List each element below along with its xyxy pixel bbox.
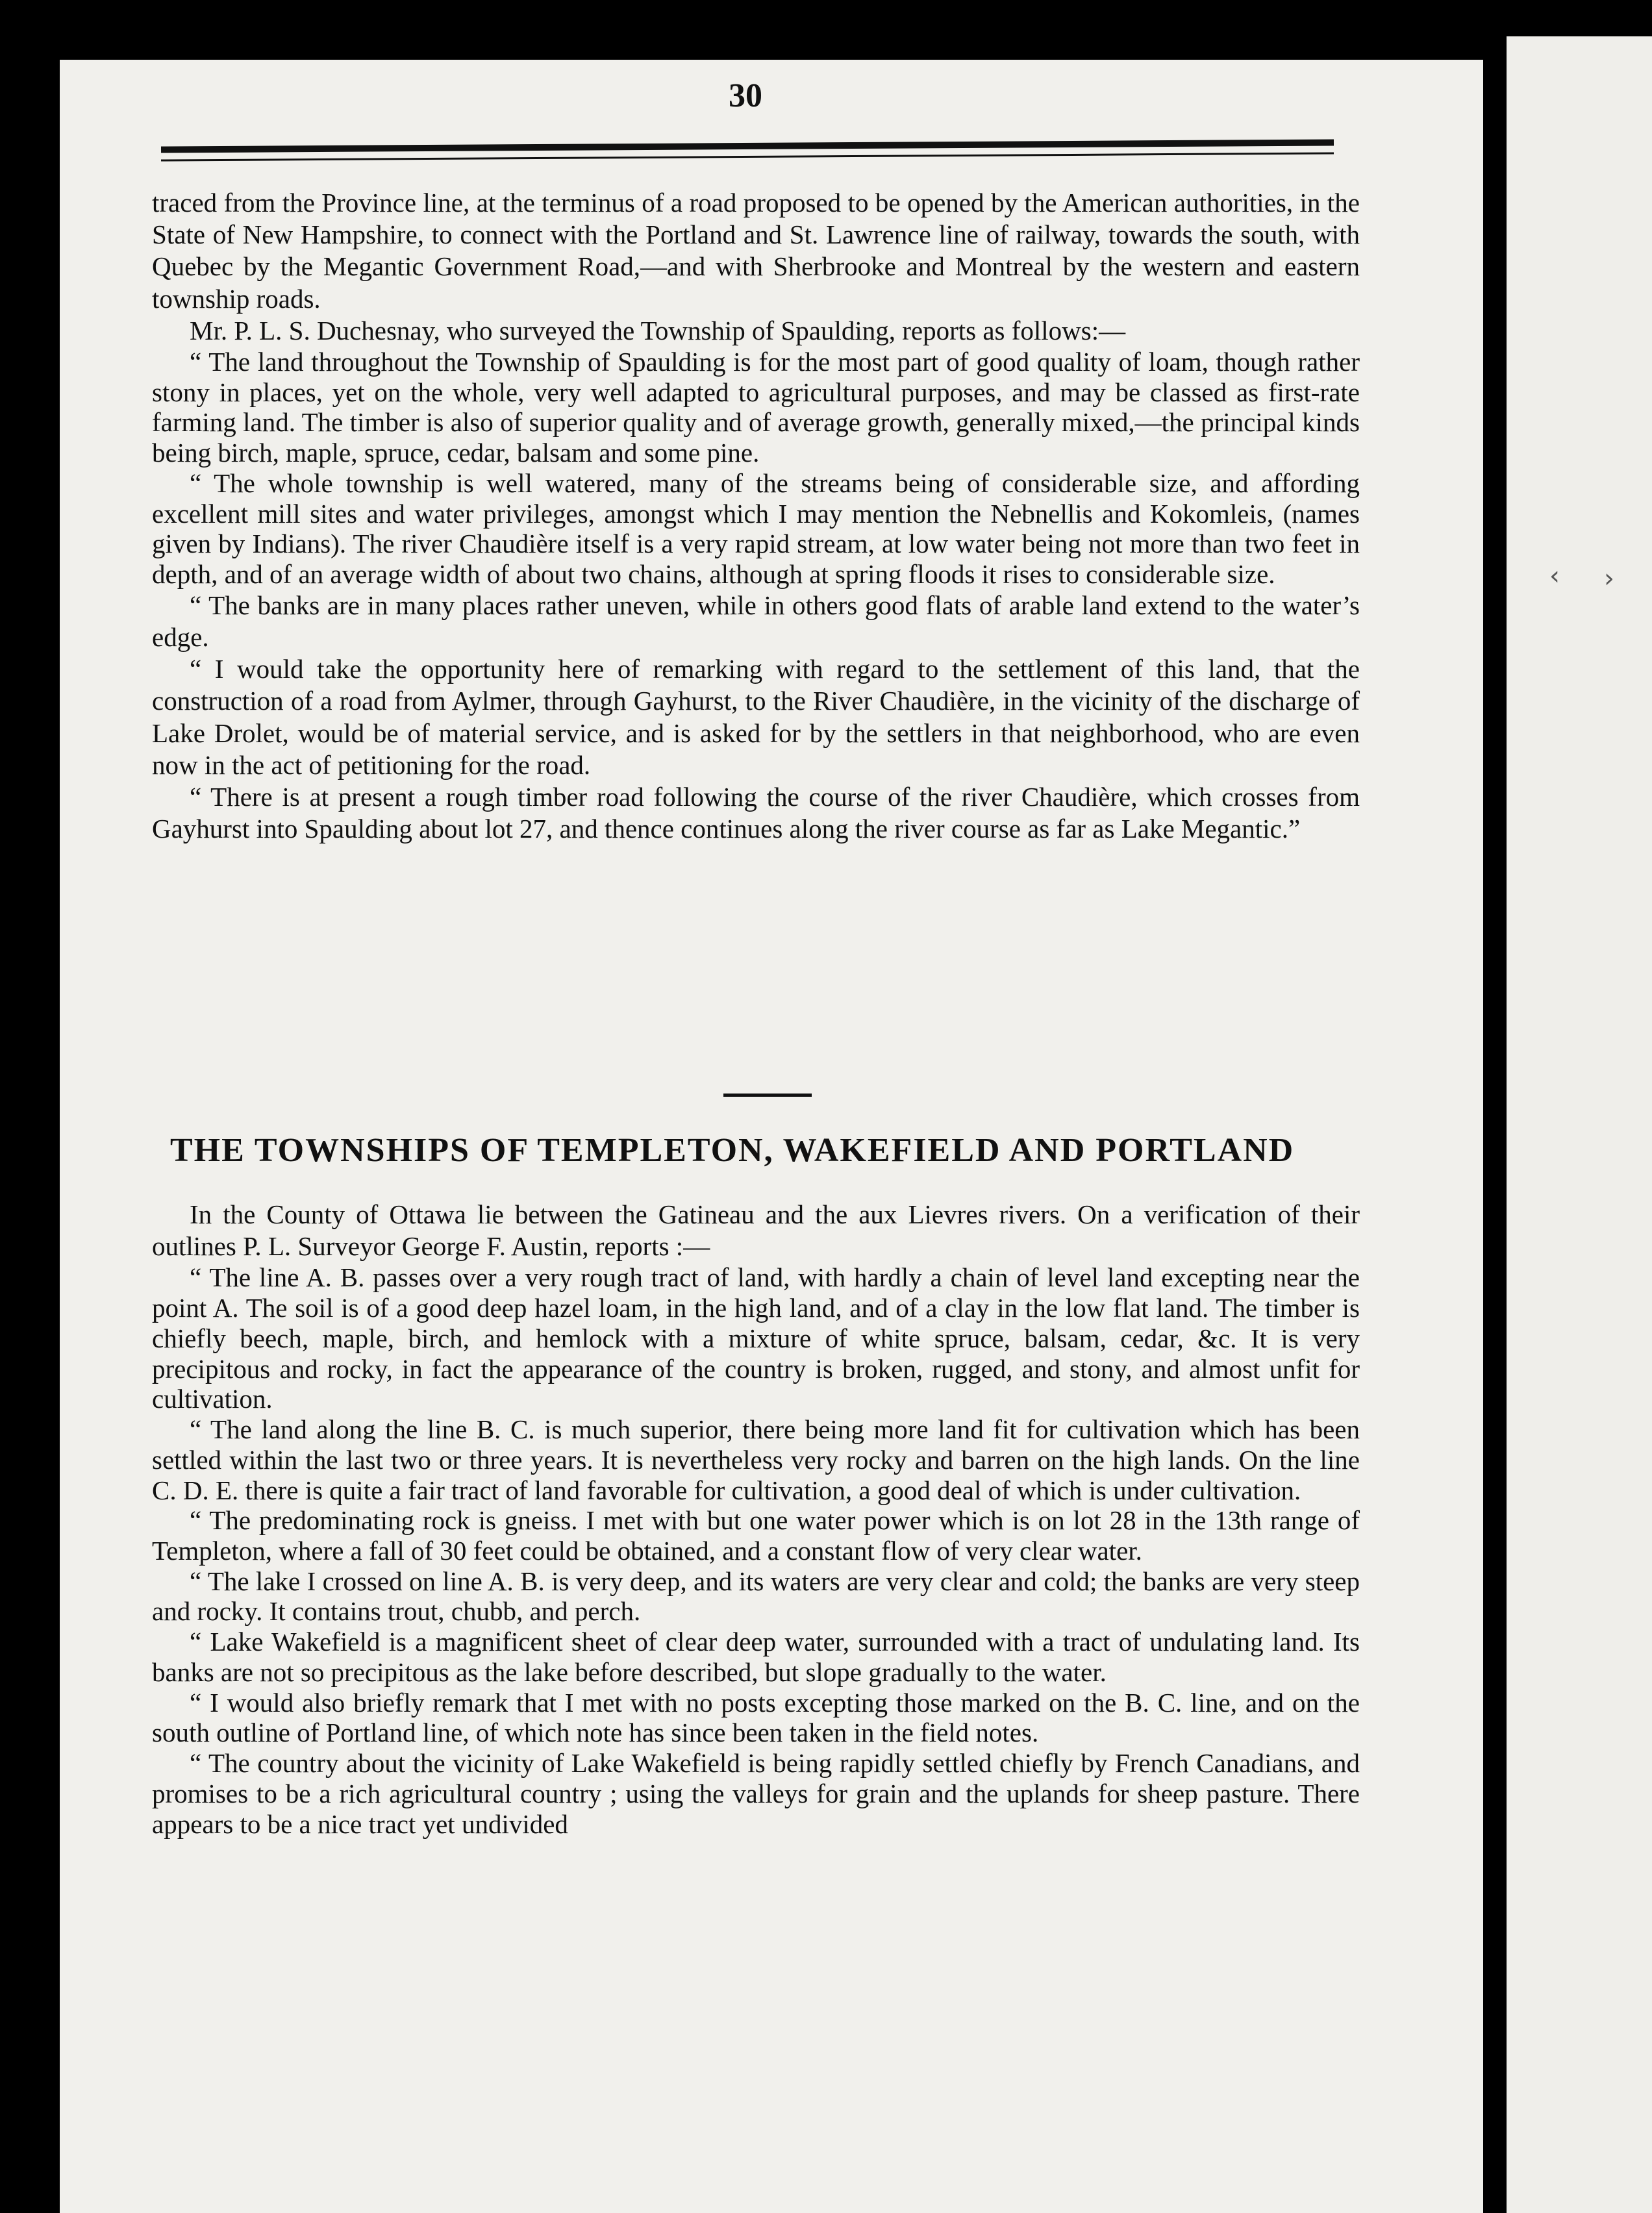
quoted-paragraph: “ The whole township is well watered, many of the streams being of considerable size, and affording excellent mill sites and water privileges, amongst which I may mention the Nebnellis and Kokomleis, (names given by Indians). The river Chaudière itself is a very rapid stream, at low water being not more than two feet in depth, and of an average width of about two chains, although at spring floods it rises to considerable size. xyxy=(152,468,1360,590)
section-divider xyxy=(723,1094,812,1097)
quoted-paragraph: “ The country about the vicinity of Lake Wakefield is being rapidly settled chiefly by French Canadians, and promises to be a rich agricultural country ; using the valleys for grain and the uplands for sheep pasture. There appears to be a nice tract yet undivided xyxy=(152,1748,1360,1839)
quoted-paragraph: “ The predominating rock is gneiss. I met with but one water power which is on lot 28 in the 13th range of Templeton, where a fall of 30 feet could be obtained, and a constant flow of very clear water. xyxy=(152,1505,1360,1566)
quoted-paragraph: “ Lake Wakefield is a magnificent sheet of clear deep water, surrounded with a tract of undulating land. Its banks are not so precipitous as the lake before described, but slope gradually to the water. xyxy=(152,1627,1360,1687)
section-heading: THE TOWNSHIPS OF TEMPLETON, WAKEFIELD AND PORTLAND xyxy=(170,1132,1295,1169)
quoted-paragraph: “ The line A. B. passes over a very rough tract of land, with hardly a chain of level land excepting near the point A. The soil is of a good deep hazel loam, in the high land, and of a clay in the low flat land. The timber is chiefly beech, maple, birch, and hemlock with a mixture of white spruce, balsam, cedar, &c. It is very precipitous and rocky, in fact the appearance of the country is broken, rugged, and stony, and almost unfit for cultivation. xyxy=(152,1262,1360,1414)
quoted-paragraph: “ The lake I crossed on line A. B. is very deep, and its waters are very clear and cold; the banks are very steep and rocky. It contains trout, chubb, and perch. xyxy=(152,1566,1360,1627)
quoted-paragraph: “ There is at present a rough timber road following the course of the river Chaudière, which crosses from Gayhurst into Spaulding about lot 27, and thence continues along the river course as far as Lake Megantic.” xyxy=(152,781,1360,844)
quoted-paragraph: “ The land along the line B. C. is much superior, there being more land fit for cultivation which has been settled within the last two or three years. It is nevertheless very rocky and barren on the high lands. On the line C. D. E. there is quite a fair tract of land favorable for cultivation, a good deal of which is under cultivation. xyxy=(152,1414,1360,1505)
body-paragraph: In the County of Ottawa lie between the Gatineau and the aux Lievres rivers. On a verification of their outlines P. L. Surveyor George F. Austin, reports :— xyxy=(152,1199,1360,1262)
adjacent-page-edge xyxy=(1507,36,1652,2213)
quoted-paragraph: “ I would also briefly remark that I met with no posts excepting those marked on the B. C. line, and on the south outline of Portland line, of which note has since been taken in the field notes. xyxy=(152,1687,1360,1748)
body-paragraph: traced from the Province line, at the terminus of a road proposed to be opened by the American authorities, in the State of New Hampshire, to connect with the Portland and St. Lawrence line of railway, towards the south, with Quebec by the Megantic Government Road,—and with Sherbrooke and Montreal by the western and eastern township roads. xyxy=(152,188,1360,314)
quoted-paragraph: “ I would take the opportunity here of remarking with regard to the settlement of this land, that the construction of a road from Aylmer, through Gayhurst, to the River Chaudière, in the vicinity of the discharge of Lake Drolet, would be of material service, and is asked for by the settlers in that neighborhood, who are even now in the act of petitioning for the road. xyxy=(152,654,1360,780)
spaulding-report-text xyxy=(152,187,1360,845)
quoted-paragraph: “ The banks are in many places rather uneven, while in others good flats of arable land extend to the water’s edge. xyxy=(152,590,1360,652)
adjacent-page-mark: ‹ xyxy=(1549,561,1560,591)
adjacent-page-mark: › xyxy=(1604,564,1614,594)
body-paragraph: Mr. P. L. S. Duchesnay, who surveyed the Township of Spaulding, reports as follows:— xyxy=(190,315,1126,345)
quoted-paragraph: “ The land throughout the Township of Spaulding is for the most part of good quality of loam, though rather stony in places, yet on the whole, very well adapted to agricultural purposes, and may be classed as first-rate farming land. The timber is also of superior quality and of average growth, generally mixed,—the principal kinds being birch, maple, spruce, cedar, balsam and some pine. xyxy=(152,346,1360,468)
page-number: 30 xyxy=(729,77,762,114)
templeton-report-text xyxy=(152,1199,1360,1839)
